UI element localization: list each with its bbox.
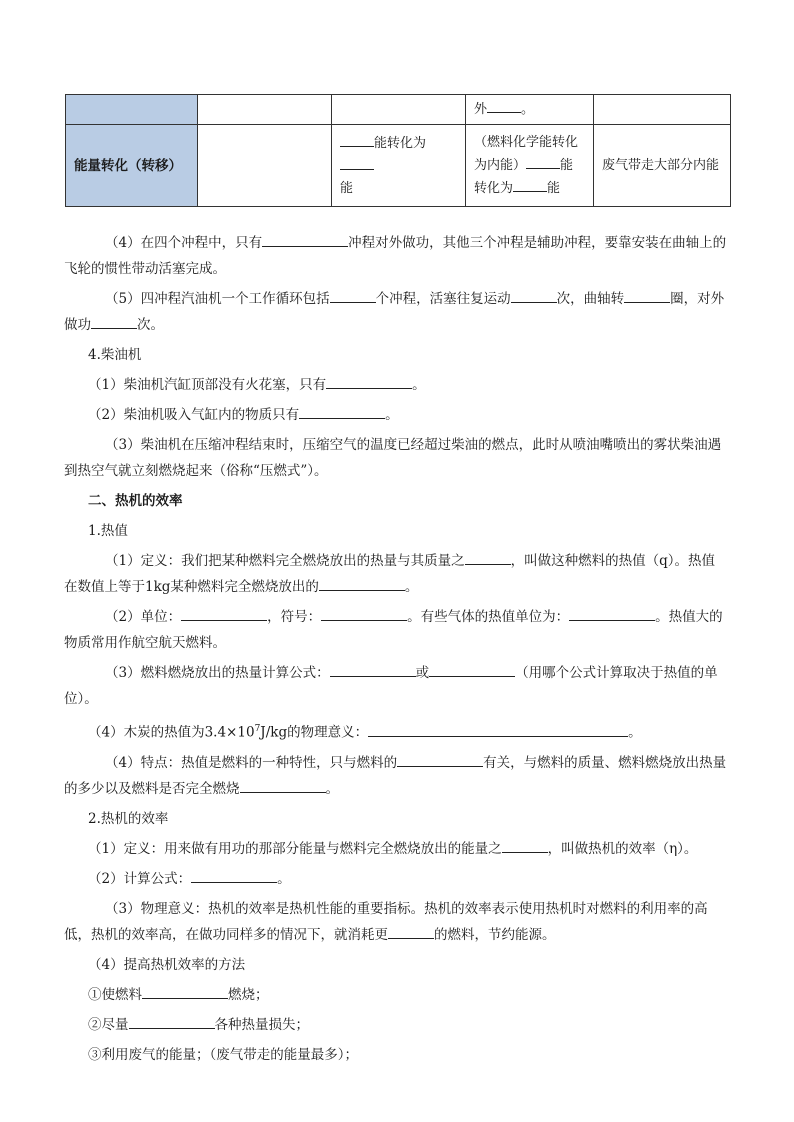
cell-text: 外 <box>474 102 488 117</box>
text: （1）定义：用来做有用功的那部分能量与燃料完全燃烧放出的能量之 <box>88 840 502 857</box>
text: （2）计算公式： <box>88 870 192 887</box>
fill-blank[interactable] <box>321 606 407 621</box>
text: 。 <box>412 377 426 393</box>
fill-blank[interactable] <box>340 155 374 170</box>
text: （1）柴油机汽缸顶部没有火花塞，只有 <box>88 377 327 393</box>
fill-blank[interactable] <box>299 404 385 419</box>
paragraph <box>88 836 728 862</box>
fill-blank[interactable] <box>330 662 416 677</box>
text: （2）单位： <box>105 609 182 625</box>
table-cell <box>198 95 332 125</box>
fill-blank[interactable] <box>569 606 655 621</box>
fill-blank[interactable] <box>513 177 547 192</box>
fill-blank[interactable] <box>129 1014 215 1029</box>
table-cell <box>594 95 731 125</box>
text: J/kg的物理意义： <box>260 724 369 741</box>
fill-blank[interactable] <box>624 288 670 303</box>
paragraph <box>64 548 728 600</box>
paragraph <box>64 750 728 802</box>
text: 。 <box>325 780 339 797</box>
text: 冲程对外做功，其他三个冲程是辅助冲程，要靠安装在曲轴上的飞轮的惯性带动活塞完成。 <box>64 235 727 277</box>
section-heading: 1.热值 <box>88 523 128 539</box>
text: 个冲程，活塞往复运动 <box>375 291 511 307</box>
comparison-table <box>65 94 731 207</box>
text: ，符号： <box>267 609 322 625</box>
text: 。 <box>277 870 291 887</box>
cell-text: 能转化为 <box>374 135 427 151</box>
paragraph: （4）提高热机效率的方法 <box>88 956 246 973</box>
paragraph <box>64 660 728 712</box>
superscript: 7 <box>254 724 261 734</box>
text: （用哪个公式计算取决于热值的单位）。 <box>64 665 718 707</box>
fill-blank[interactable] <box>191 868 277 883</box>
text: 。 <box>628 724 642 741</box>
fill-blank[interactable] <box>368 722 628 737</box>
fill-blank[interactable] <box>511 288 557 303</box>
text: ，叫做这种燃料的热值（q）。热值在数值上等于1kg某种燃料完全燃烧放出的 <box>64 553 715 595</box>
section-title: 二、热机的效率 <box>88 493 183 509</box>
table-cell <box>198 125 332 207</box>
text: 的燃料，节约能源。 <box>434 926 556 943</box>
fill-blank[interactable] <box>319 576 405 591</box>
table-cell <box>466 95 594 125</box>
row-header-energy-conversion: 能量转化（转移） <box>66 125 198 207</box>
text: 圈，对外做功 <box>64 291 725 333</box>
fill-blank[interactable] <box>340 132 374 147</box>
cell-text: 。 <box>521 102 535 117</box>
list-item <box>88 982 728 1008</box>
text: （3）燃料燃烧放出的热量计算公式： <box>105 665 330 681</box>
table-row <box>66 95 731 125</box>
paragraph <box>64 286 728 338</box>
fill-blank[interactable] <box>465 550 511 565</box>
paragraph <box>64 230 728 282</box>
body-text <box>64 230 728 1072</box>
fill-blank[interactable] <box>326 374 412 389</box>
fill-blank[interactable] <box>429 662 515 677</box>
fill-blank[interactable] <box>262 232 348 247</box>
paragraph <box>64 604 728 656</box>
fill-blank[interactable] <box>487 98 521 113</box>
text: 。 <box>404 579 419 595</box>
text: （1）定义：我们把某种燃料完全燃烧放出的热量与其质量之 <box>105 553 465 569</box>
text: 。热值大的物质常用作航空航天燃料。 <box>64 609 723 651</box>
text: 。有些气体的热值单位为： <box>407 609 570 625</box>
fill-blank[interactable] <box>330 288 376 303</box>
fill-blank[interactable] <box>181 606 267 621</box>
text: 。 <box>385 407 399 423</box>
table-cell <box>332 125 466 207</box>
text: （3）物理意义：热机的效率是热机性能的重要指标。热机的效率表示使用热机时对燃料的利用率的高低，热机的效率高，在做功同样多的情况下，就消耗更 <box>64 900 708 943</box>
table-cell <box>466 125 594 207</box>
fill-blank[interactable] <box>91 314 137 329</box>
text: 或 <box>415 665 430 681</box>
table-row <box>66 125 731 207</box>
cell-text: 能 <box>340 180 354 196</box>
fill-blank[interactable] <box>240 778 326 793</box>
fill-blank[interactable] <box>526 154 560 169</box>
cell-text: 能转化为 <box>474 157 574 196</box>
fill-blank[interactable] <box>142 984 228 999</box>
paragraph <box>88 866 728 892</box>
fill-blank[interactable] <box>397 752 483 767</box>
text: （2）柴油机吸入气缸内的物质只有 <box>88 407 300 423</box>
table-cell <box>332 95 466 125</box>
text: （4）木炭的热值为3.4×10 <box>88 724 255 741</box>
paragraph <box>64 896 728 948</box>
paragraph <box>88 402 728 428</box>
text: 燃烧； <box>228 986 269 1003</box>
text: 次。 <box>137 317 164 333</box>
section-heading: 2.热机的效率 <box>88 810 169 827</box>
text: ①使燃料 <box>88 986 142 1003</box>
table-cell <box>66 95 198 125</box>
text: ②尽量 <box>88 1016 129 1033</box>
text: 各种热量损失； <box>214 1016 309 1033</box>
text: ，叫做热机的效率（η）。 <box>547 840 698 857</box>
cell-text: （燃料化学能转化为内能） <box>474 134 579 173</box>
table-cell: 废气带走大部分内能 <box>594 125 731 207</box>
list-item <box>88 1012 728 1038</box>
fill-blank[interactable] <box>502 838 548 853</box>
text: 次，曲轴转 <box>556 291 625 307</box>
paragraph: （3）柴油机在压缩冲程结束时，压缩空气的温度已经超过柴油的燃点，此时从喷油嘴喷出的雾状柴油遇到热空气就立刻燃烧起来（俗称“压燃式”）。 <box>64 437 722 479</box>
text: （4）在四个冲程中，只有 <box>105 235 263 251</box>
text: 有关，与燃料的质量、燃料燃烧放出热量的多少以及燃料是否完全燃烧 <box>64 754 727 797</box>
fill-blank[interactable] <box>388 924 434 939</box>
cell-text: 能 <box>547 180 561 196</box>
paragraph <box>88 716 728 746</box>
text: （5）四冲程汽油机一个工作循环包括 <box>105 291 330 307</box>
paragraph <box>88 372 728 398</box>
text: （4）特点：热值是燃料的一种特性，只与燃料的 <box>105 754 398 771</box>
section-heading: 4.柴油机 <box>88 347 142 363</box>
list-item: ③利用废气的能量；（废气带走的能量最多）； <box>88 1046 358 1063</box>
